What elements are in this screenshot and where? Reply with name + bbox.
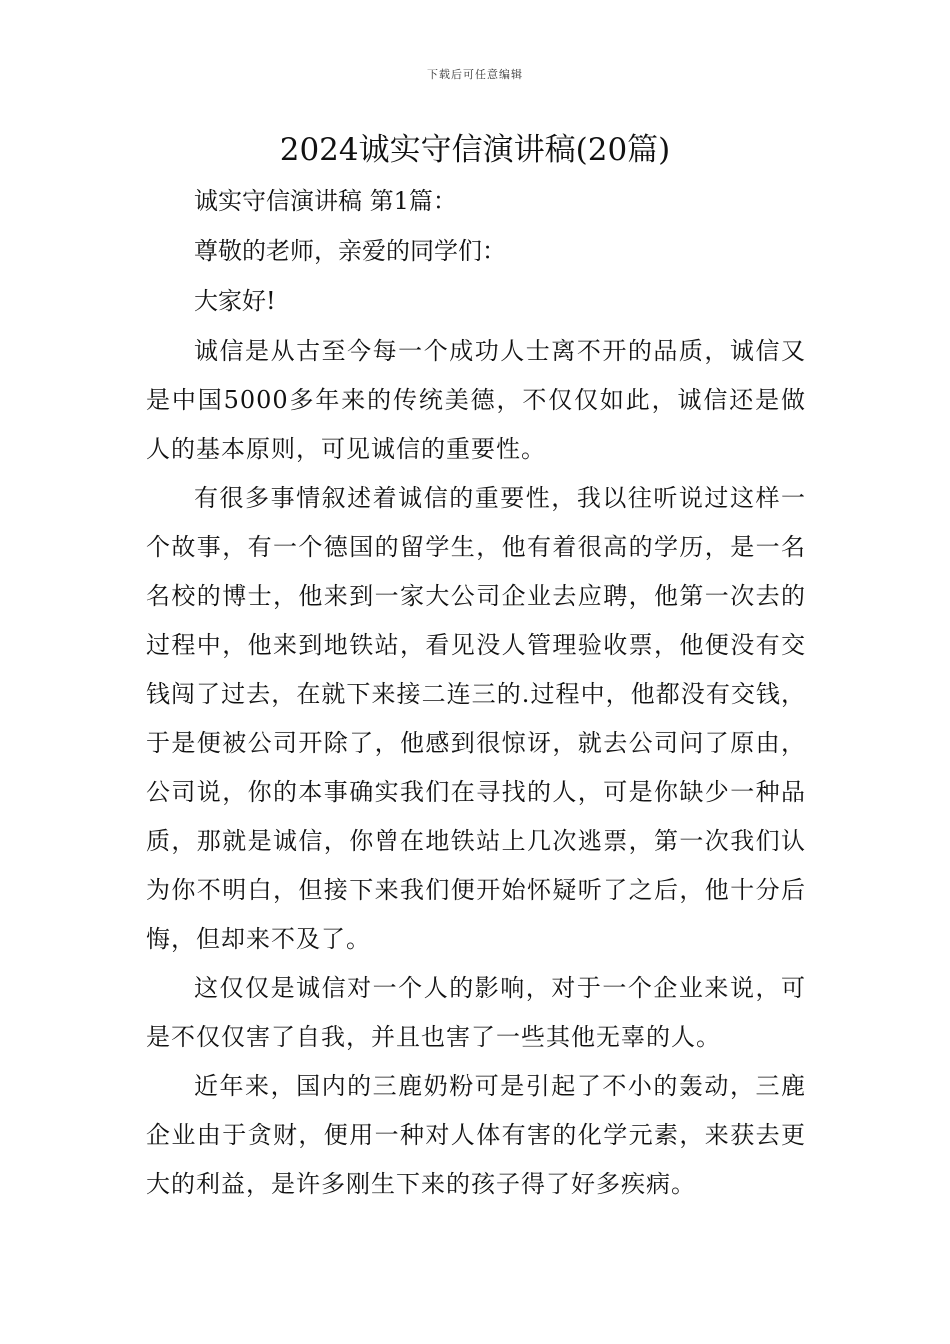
salutation: 尊敬的老师，亲爱的同学们： [194, 237, 506, 265]
section-heading: 诚实守信演讲稿 第1篇： [194, 187, 457, 215]
greeting: 大家好! [194, 287, 276, 315]
paragraph-3: 这仅仅是诚信对一个人的影响，对于一个企业来说，可是不仅仅害了自我，并且也害了一些其他无辜的人。 [146, 974, 806, 1051]
paragraph-4: 近年来，国内的三鹿奶粉可是引起了不小的轰动，三鹿企业由于贪财，便用一种对人体有害的化学元素，来获去更大的利益，是许多刚生下来的孩子得了好多疾病。 [146, 1072, 806, 1198]
paragraph-2: 有很多事情叙述着诚信的重要性，我以往听说过这样一个故事，有一个德国的留学生，他有着很高的学历，是一名名校的博士，他来到一家大公司企业去应聘，他第一次去的过程中，他来到地铁站，看见没人管理验收票，他便没有交钱闯了过去，在就下来接二连三的.过程中，他都没有交钱，于是便被公司开除了，他感到很惊讶，就去公司问了原由，公司说，你的本事确实我们在寻找的人，可是你缺少一种品质，那就是诚信，你曾在地铁站上几次逃票，第一次我们认为你不明白，但接下来我们便开始怀疑听了之后，他十分后悔，但却来不及了。 [146, 484, 806, 953]
body-text [146, 327, 806, 1209]
paragraph-1: 诚信是从古至今每一个成功人士离不开的品质，诚信又是中国5000多年来的传统美德，不仅仅如此，诚信还是做人的基本原则，可见诚信的重要性。 [146, 337, 806, 463]
document-title: 2024诚实守信演讲稿(20篇) [279, 132, 671, 168]
header-note: 下载后可任意编辑 [427, 68, 523, 81]
